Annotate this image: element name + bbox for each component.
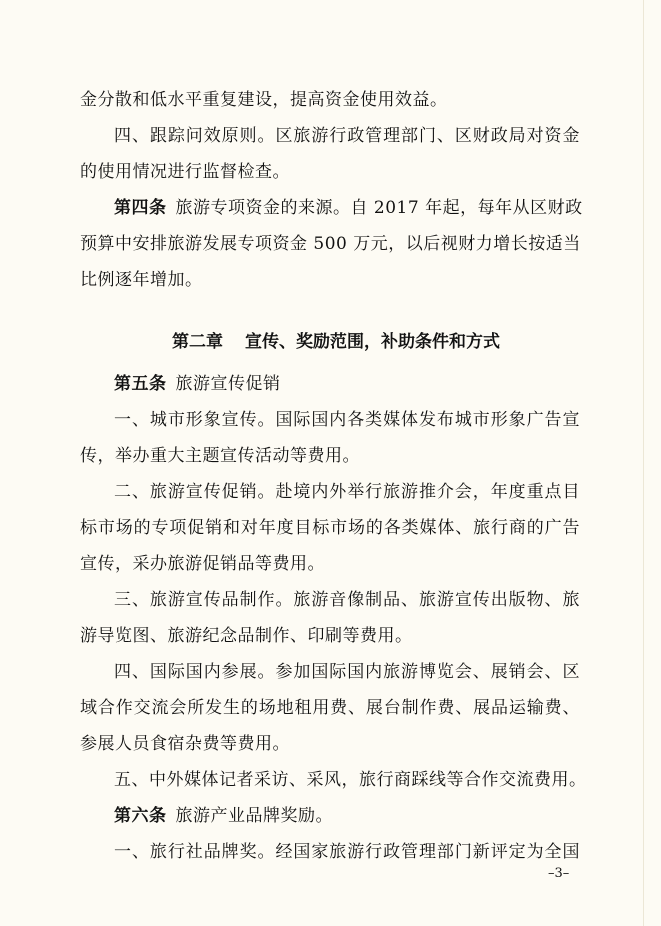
article-4-line (80, 190, 583, 226)
text-line: 五、中外媒体记者采访、采风，旅行商踩线等合作交流费用。 (114, 770, 587, 790)
text-line: 三、旅游宣传品制作。旅游音像制品、旅游宣传出版物、旅 (114, 590, 580, 610)
article-6-text: 旅游产业品牌奖励。 (175, 806, 333, 826)
article-4-text: 旅游专项资金的来源。自 2017 年起，每年从区财政 (175, 198, 583, 218)
text-line: 一、城市形象宣传。国际国内各类媒体发布城市形象广告宣 (114, 410, 580, 430)
article-5-text: 旅游宣传促销 (175, 374, 281, 394)
text-line: 传，举办重大主题宣传活动等费用。 (80, 446, 360, 466)
text-line: 参展人员食宿杂费等费用。 (80, 734, 290, 754)
text-line: 的使用情况进行监督检查。 (80, 162, 290, 182)
text-line: 一、旅行社品牌奖。经国家旅游行政管理部门新评定为全国 (114, 842, 580, 862)
text-line: 四、国际国内参展。参加国际国内旅游博览会、展销会、区 (114, 662, 580, 682)
article-6-label: 第六条 (114, 806, 167, 826)
text-line: 宣传，采办旅游促销品等费用。 (80, 554, 325, 574)
margin-rule (643, 0, 644, 926)
page-number: –3– (548, 866, 570, 881)
article-5-label: 第五条 (114, 374, 167, 394)
document-body (80, 82, 587, 870)
article-4-label: 第四条 (114, 198, 167, 218)
text-line: 二、旅游宣传促销。赴境内外举行旅游推介会，年度重点目 (114, 482, 580, 502)
text-line: 比例逐年增加。 (80, 270, 203, 290)
chapter-title: 宣传、奖励范围，补助条件和方式 (245, 332, 500, 352)
chapter-number: 第二章 (172, 332, 223, 352)
article-6-line (80, 798, 580, 834)
article-5-line (80, 366, 580, 402)
text-line: 金分散和低水平重复建设，提高资金使用效益。 (80, 90, 448, 110)
text-line: 游导览图、旅游纪念品制作、印刷等费用。 (80, 626, 413, 646)
text-line: 域合作交流会所发生的场地租用费、展台制作费、展品运输费、 (80, 698, 580, 718)
text-line: 预算中安排旅游发展专项资金 500 万元，以后视财力增长按适当 (80, 234, 581, 254)
text-line: 标市场的专项促销和对年度目标市场的各类媒体、旅行商的广告 (80, 518, 580, 538)
chapter-heading (80, 324, 580, 360)
spacer (80, 298, 580, 324)
text-line: 四、跟踪问效原则。区旅游行政管理部门、区财政局对资金 (114, 126, 580, 146)
